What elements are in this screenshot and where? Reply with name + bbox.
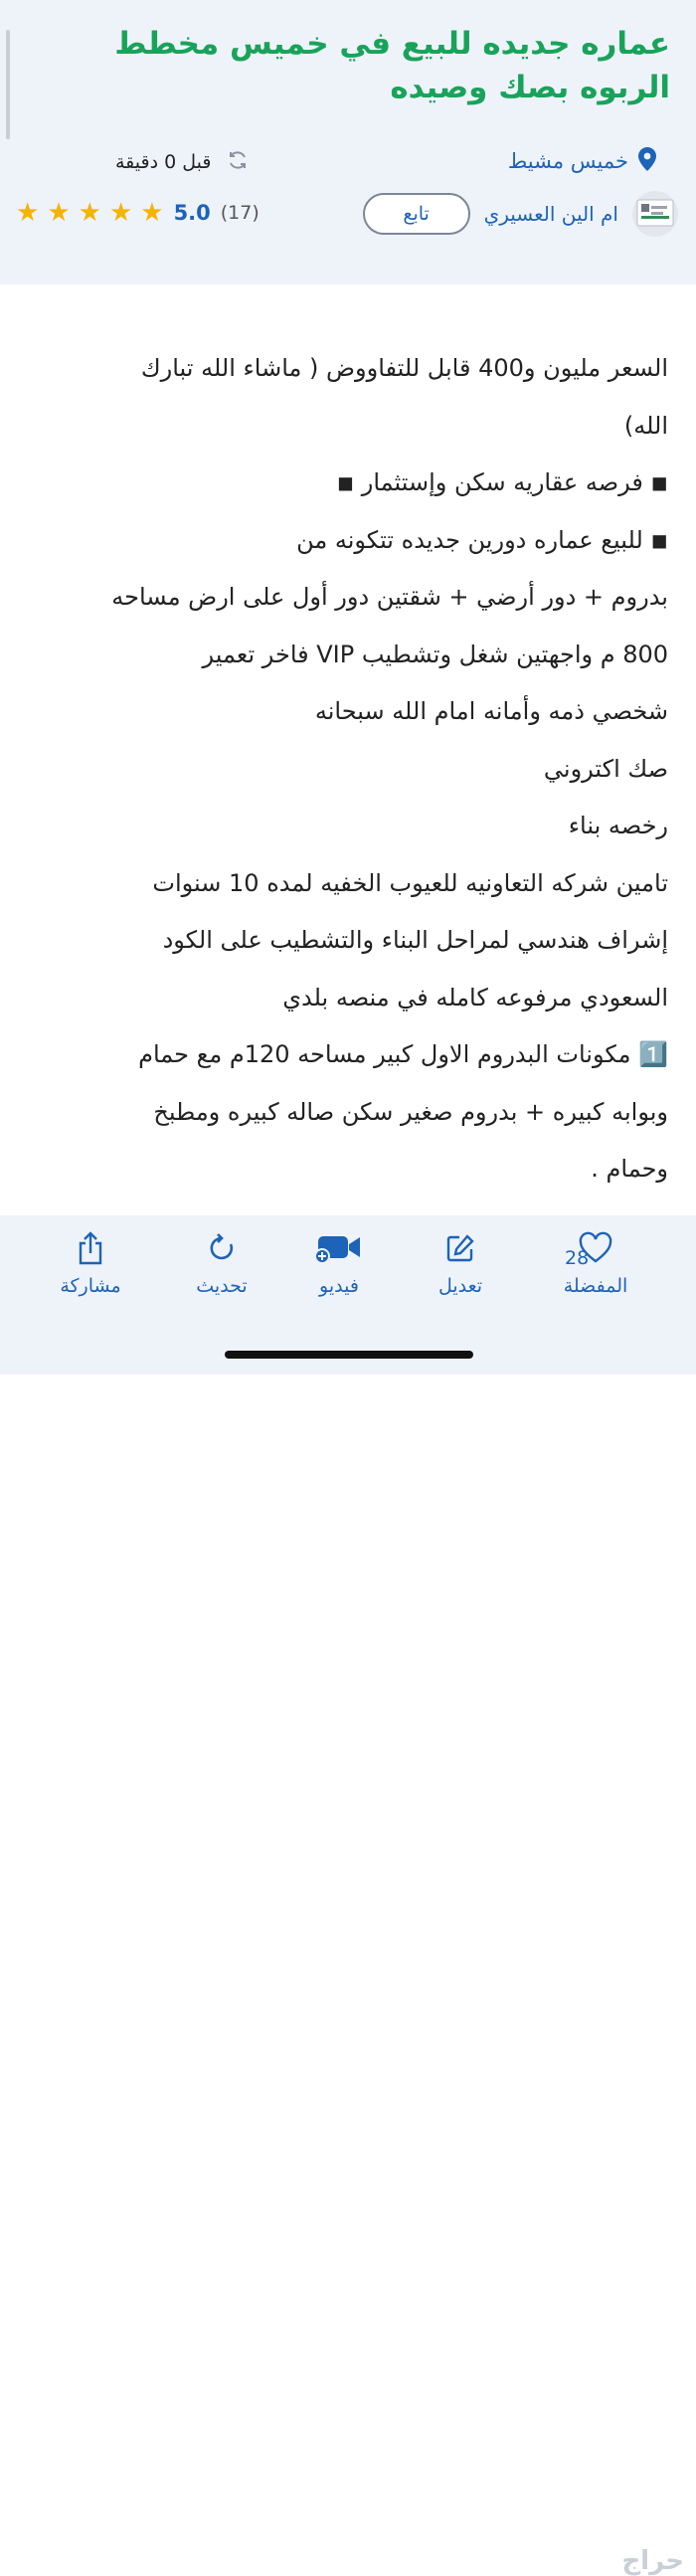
edit-icon-wrap	[445, 1233, 475, 1267]
edit-button[interactable]	[406, 1233, 515, 1297]
edit-label: تعديل	[437, 1275, 483, 1297]
listing-title: عماره جديده للبيع في خميس مخطط الربوه بصك وصيده	[114, 26, 670, 105]
description-line: الله)	[623, 411, 668, 440]
time-ago: قبل 0 دقيقة	[115, 151, 212, 173]
refresh-label: تحديث	[196, 1275, 248, 1297]
favorite-count: 28	[565, 1247, 590, 1269]
rating-stars	[16, 199, 164, 227]
refresh-time-icon	[227, 149, 249, 175]
location-row[interactable]	[508, 147, 656, 175]
refresh-icon-wrap	[207, 1233, 237, 1267]
seller-avatar[interactable]	[632, 191, 678, 237]
scroll-indicator[interactable]	[6, 30, 10, 139]
refresh-button[interactable]	[167, 1233, 276, 1297]
star-icon: ★	[47, 198, 71, 228]
video-icon-wrap	[316, 1233, 362, 1267]
description-line: وبوابه كبيره + بدروم صغير سكن صاله كبيره ومطبخ	[153, 1097, 668, 1126]
time-row	[115, 149, 249, 175]
share-button[interactable]	[36, 1233, 145, 1297]
description-line: ◾ للبيع عماره دورين جديده تتكونه من	[296, 525, 668, 554]
description-line: 1️⃣ مكونات البدروم الاول كبير مساحه 120م مع حمام	[138, 1040, 668, 1068]
follow-button[interactable]: تابع	[363, 193, 470, 235]
home-indicator[interactable]	[225, 1351, 473, 1359]
description-line: تامين شركه التعاونيه للعيوب الخفيه لمده 10 سنوات	[152, 868, 668, 897]
star-icon: ★	[140, 198, 164, 228]
favorite-icon-wrap	[565, 1233, 612, 1269]
video-button[interactable]	[284, 1233, 394, 1297]
listing-header	[0, 0, 696, 284]
seller-row	[363, 191, 678, 237]
description-line: السعودي مرفوعه كامله في منصه بلدي	[282, 983, 668, 1012]
description-line: السعر مليون و400 قابل للتفاووض ( ماشاء الله تبارك	[140, 354, 668, 382]
seller-name[interactable]: ام الين العسيري	[483, 202, 618, 226]
description-line: صك اكتروني	[543, 754, 668, 783]
share-label: مشاركة	[60, 1275, 121, 1297]
rating-count: (17)	[220, 202, 260, 224]
star-icon: ★	[108, 198, 133, 228]
description-line: وحمام .	[591, 1155, 668, 1183]
refresh-icon	[207, 1232, 237, 1268]
description-line: ◾ فرصه عقاريه سكن وإستثمار ◾	[336, 468, 668, 496]
listing-description	[22, 340, 668, 1198]
location-pin-icon	[638, 147, 656, 175]
description-line: بدروم + دور أرضي + شقتين دور أول على ارض مساحه	[111, 583, 668, 611]
edit-icon	[445, 1233, 475, 1267]
rating-value: 5.0	[173, 201, 211, 225]
description-line: رخصه بناء	[568, 812, 668, 839]
location-text[interactable]: خميس مشيط	[507, 149, 628, 173]
description-line: شخصي ذمه وأمانه امام الله سبحانه	[314, 697, 668, 725]
favorite-button[interactable]	[541, 1233, 650, 1297]
share-icon	[77, 1231, 104, 1269]
star-icon: ★	[78, 198, 101, 228]
video-label: فيديو	[319, 1275, 359, 1297]
star-icon: ★	[16, 198, 40, 228]
seller-rating[interactable]	[16, 199, 260, 227]
haraj-watermark: حراج	[621, 2546, 684, 2576]
description-line: إشراف هندسي لمراحل البناء والتشطيب على الكود	[162, 926, 668, 954]
favorite-label: المفضلة	[563, 1275, 628, 1297]
description-line: 800 م واجهتين شغل وتشطيب VIP فاخر تعمير	[202, 640, 668, 668]
video-camera-icon	[316, 1232, 362, 1268]
share-icon-wrap	[77, 1233, 104, 1267]
